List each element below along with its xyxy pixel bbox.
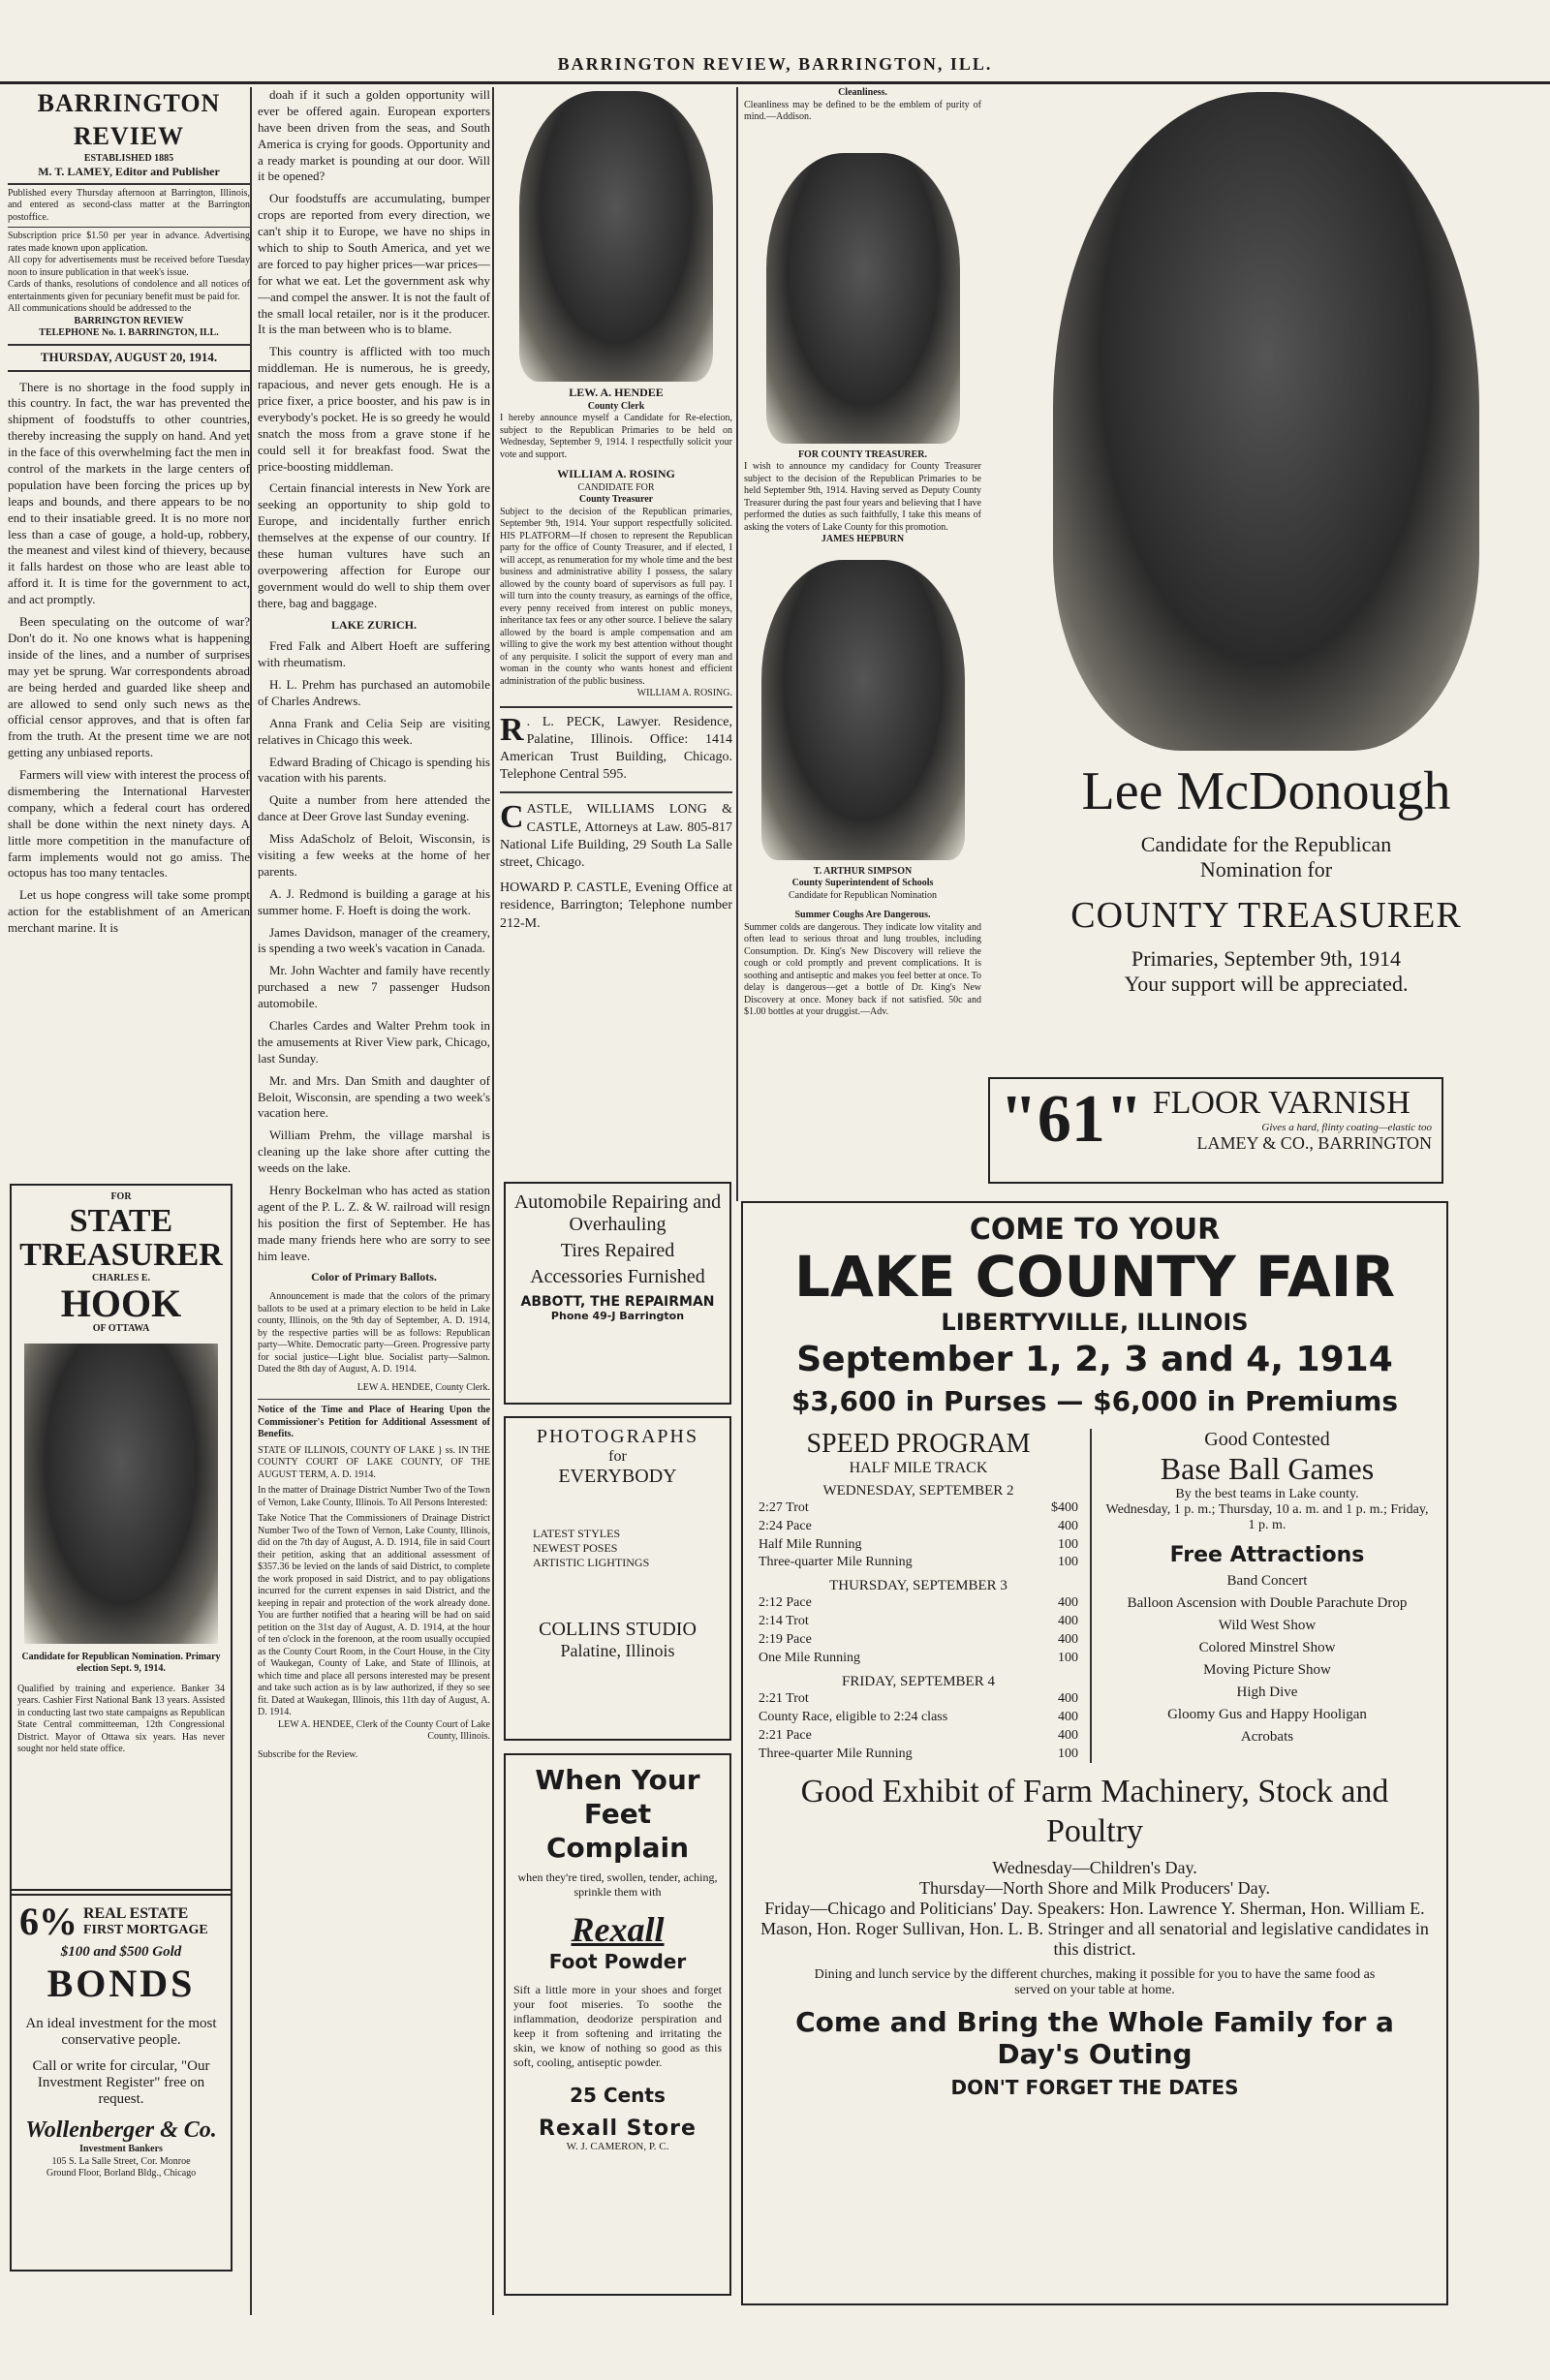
castle-text: ASTLE, WILLIAMS LONG & CASTLE, Attorneys at Law. 805-817 National Life Building, 29 South La Salle street, Chicago.	[500, 802, 732, 870]
bonds-call: Call or write for circular, "Our Investment Register" free on request.	[32, 2058, 210, 2107]
hepburn-caption: FOR COUNTY TREASURER.	[797, 448, 928, 460]
rexall-title: When Your Feet Complain	[535, 1764, 700, 1864]
fair-race-purse: 100	[1058, 1651, 1078, 1666]
rexall-foot-powder-ad	[504, 1753, 731, 2296]
masthead-subscription: Subscription price $1.50 per year in advance. Advertising rates made known upon application.	[8, 231, 250, 254]
fair-baseball: Base Ball Games	[1160, 1450, 1375, 1486]
masthead-telephone: TELEPHONE No. 1. BARRINGTON, ILL.	[39, 327, 219, 339]
fair-race-row	[759, 1594, 1078, 1613]
fair-race-row	[759, 1631, 1078, 1650]
fair-exhibit: Good Exhibit of Farm Machinery, Stock and Poultry	[800, 1774, 1389, 1850]
cleanliness-heading: Cleanliness.	[838, 87, 887, 98]
abbott-repair-ad	[504, 1182, 731, 1405]
rexall-price: 25 Cents	[570, 2084, 666, 2107]
fair-race-name: 2:21 Trot	[759, 1690, 809, 1706]
drainage-heading: Notice of the Time and Place of Hearing Upon the Commissioner's Petition for Additional Assessment of Benefits.	[258, 1405, 490, 1440]
editorial-paragraph: Certain financial interests in New York are seeking an opportunity to ship gold to Europe, and incidentally further enrich themselves at the expense of our country. If these human vultures have such an overpowering affection for Europe our government would do well to ship them over there, bag and baggage.	[258, 480, 490, 610]
hepburn-name: JAMES HEPBURN	[821, 534, 905, 544]
fair-race-purse: 400	[1058, 1709, 1078, 1724]
fair-attraction-item: Band Concert	[1226, 1572, 1308, 1589]
fair-attraction-item: Colored Minstrel Show	[1198, 1639, 1336, 1655]
column-rule	[492, 87, 494, 2315]
fair-race-name: 2:14 Trot	[759, 1614, 809, 1629]
mcdonough-primaries: Primaries, September 9th, 1914	[1131, 946, 1401, 971]
rule	[258, 1399, 490, 1400]
fair-baseball-days: Wednesday, 1 p. m.; Thursday, 10 a. m. and 1 p. m.; Friday, 1 p. m.	[1105, 1501, 1429, 1532]
lake-zurich-items	[258, 638, 490, 1264]
hendee-text: I hereby announce myself a Candidate for Re-election, subject to the Republican Primaries to be held on Wednesday, September 9, 1914. I respectfully solicit your vote and support.	[500, 413, 732, 460]
fair-track: HALF MILE TRACK	[849, 1459, 988, 1476]
photo-everybody: EVERYBODY	[558, 1466, 677, 1487]
fair-race-purse: 100	[1058, 1536, 1078, 1552]
fair-race-purse: 400	[1058, 1690, 1078, 1706]
mcdonough-portrait	[1053, 92, 1479, 751]
bonds-rate: 6%	[19, 1900, 78, 1943]
bonds-line2: FIRST MORTGAGE	[83, 1922, 208, 1937]
lake-zurich-item: Charles Cardes and Walter Prehm took in the amusements at River View park, Chicago, last Sunday.	[258, 1018, 490, 1066]
fair-attraction-item: Acrobats	[1240, 1728, 1294, 1745]
ballots-heading: Color of Primary Ballots.	[311, 1270, 437, 1284]
running-head: BARRINGTON REVIEW, BARRINGTON, ILL.	[557, 54, 993, 74]
editorial-paragraph: doah if it such a golden opportunity will ever be offered again. European exporters have been driven from the seas, and South America is crying for goods. Opportunity and a ready market is pounding at our door. Will it be opened?	[258, 87, 490, 184]
column-rule	[250, 87, 252, 2315]
masthead-editor: M. T. LAMEY, Editor and Publisher	[38, 165, 220, 179]
fair-dates: September 1, 2, 3 and 4, 1914	[796, 1339, 1393, 1379]
fair-thu: Thursday—North Shore and Milk Producers' Day.	[918, 1878, 1270, 1899]
abbott-name: ABBOTT, THE REPAIRMAN	[520, 1294, 715, 1310]
mcdonough-name: Lee McDonough	[1081, 761, 1451, 821]
bonds-address2: Ground Floor, Borland Bldg., Chicago	[46, 2168, 197, 2179]
fair-city: LIBERTYVILLE, ILLINOIS	[941, 1308, 1249, 1336]
fair-forget: DON'T FORGET THE DATES	[950, 2076, 1239, 2100]
lake-zurich-item: William Prehm, the village marshal is cleaning up the lake shore after cutting the weeds on the lake.	[258, 1128, 490, 1176]
fair-race-name: 2:19 Pace	[759, 1632, 812, 1648]
fair-race-name: One Mile Running	[759, 1651, 860, 1666]
fair-day-heading: WEDNESDAY, SEPTEMBER 2	[822, 1482, 1014, 1499]
mcdonough-ad	[990, 92, 1542, 1061]
rosing-candidate: CANDIDATE FOR	[577, 481, 655, 493]
column-rule	[736, 87, 738, 1201]
column-3	[500, 87, 732, 1201]
hendee-name: LEW. A. HENDEE	[569, 386, 664, 399]
hook-of: OF OTTAWA	[92, 1323, 150, 1335]
lake-zurich-item: Anna Frank and Celia Seip are visiting relatives in Chicago this week.	[258, 715, 490, 747]
lake-zurich-item: Henry Bockelman who has acted as station agent of the P. L. Z. & W. railroad will resign his position the first of September. He has made many friends here who are sorry to see him leave.	[258, 1183, 490, 1263]
lake-zurich-item: Mr. John Wachter and family have recently purchased a new 7 passenger Hudson automobile.	[258, 963, 490, 1011]
masthead-title: BARRINGTON REVIEW	[37, 89, 221, 150]
fair-dining: Dining and lunch service by the different churches, making it possible for you to have the same food as served on your table at home.	[814, 1967, 1376, 1998]
simpson-sub: Candidate for Republican Nomination	[788, 889, 938, 901]
hook-qualifications: Qualified by training and experience. Banker 34 years. Cashier First National Bank 13 years. Assisted in conducting last two state campaigns as Republican State Central committeeman, 12th Congressional District. Mayor of Ottawa six years. Has never sought nor held state office.	[17, 1683, 225, 1755]
fair-baseball-sub: By the best teams in Lake county.	[1175, 1486, 1359, 1501]
fair-race-row	[759, 1650, 1078, 1668]
mcdonough-line2: Nomination for	[1199, 857, 1333, 881]
peck-text: . L. PECK, Lawyer. Residence, Palatine, Illinois. Office: 1414 American Trust Building, Chicago. Telephone Central 595.	[500, 714, 732, 783]
fair-race-row	[759, 1499, 1078, 1518]
rexall-intro: when they're tired, swollen, tender, aching, sprinkle them with	[517, 1870, 718, 1899]
rexall-store: Rexall Store	[539, 2117, 697, 2141]
subscribe-note: Subscribe for the Review.	[258, 1748, 358, 1760]
rule	[8, 227, 250, 228]
fair-day-heading: THURSDAY, SEPTEMBER 3	[829, 1578, 1008, 1594]
masthead-date: THURSDAY, AUGUST 20, 1914.	[40, 349, 218, 364]
fair-race-row	[759, 1554, 1078, 1572]
masthead-publication-info: Published every Thursday afternoon at Barrington, Illinois, and entered as second-class matter at the Barrington postoffice.	[8, 187, 250, 223]
fair-race-purse: 100	[1058, 1746, 1078, 1761]
rosing-text: Subject to the decision of the Republican primaries, September 9th, 1914. Your support respectfully solicited. HIS PLATFORM—If chosen to represent the Republican party for the office of County Treasurer, and if elected, I will accept, as renumeration for my whole time and the best business and administrative ability I possess, the salary allowed by the county board of supervisors as full pay. I will turn into the county treasury, as earnings of the office, every penny received from interest on public moneys, inheritance tax fees or any other source. I believe the salary allowed by the board is ample compensation and am willing to give the work my best attention without thought of any perquisite. I solicit the support of every man and woman in the county who wants honest and efficient administration of the public business.	[500, 506, 732, 687]
fair-race-name: 2:27 Trot	[759, 1499, 809, 1515]
hook-portrait	[24, 1344, 218, 1644]
fair-attraction-item: Balloon Ascension with Double Parachute Drop	[1127, 1594, 1408, 1611]
fair-days	[759, 1483, 1078, 1764]
drainage-body: Take Notice That the Commissioners of Drainage District Number Two of the Town of Vernon, Lake County, Illinois, did on the 7th day of August, A. D. 1914, file in said Court their petition, asking that an additional assessment of $357.36 be levied on the lands of said District, to complete the work proposed in said District, and to pay obligations incurred for the current expenses in said District, and the keeping in repair and protection of the work already done. You are further notified that a hearing will be had on said petition on the 31st day of August, A. D. 1914, at the hour of ten o'clock in the forenoon, at the room usually occupied as the County Court Room, in the Court House, in the City of Waukegan, County of Lake, and State of Illinois, at which time and place all persons interested may be present and take such action as is by law authorized, if they so see fit. Dated at Waukegan, Illinois, this 11th day of August, A. D. 1914.	[258, 1513, 490, 1718]
fair-race-purse: 100	[1058, 1555, 1078, 1570]
rule	[500, 706, 732, 708]
fair-race-row	[759, 1709, 1078, 1727]
fair-race-name: 2:21 Pace	[759, 1727, 812, 1743]
mcdonough-appeal: Your support will be appreciated.	[1124, 972, 1409, 996]
bonds-address1: 105 S. La Salle Street, Cor. Monroe	[51, 2155, 191, 2167]
fair-race-purse: 400	[1058, 1595, 1078, 1611]
lake-zurich-item: Edward Brading of Chicago is spending his vacation with his parents.	[258, 754, 490, 786]
column-2	[258, 87, 490, 2315]
ballots-text: Announcement is made that the colors of the primary ballots to be used at a primary election to be held in Lake county, Illinois, on the 9th day of September, A. D. 1914, by the respective parties will be as follows: Republican party—White. Democratic party—Green. Progressive party for social justice—Light blue. Socialist party—Salmon. Dated the 8th day of August, A. D. 1914.	[258, 1291, 490, 1375]
fair-race-name: County Race, eligible to 2:24 class	[759, 1709, 948, 1724]
hook-name: HOOK	[60, 1282, 182, 1326]
photo-list-item: NEWEST POSES	[533, 1541, 618, 1555]
fair-purses: $3,600 in Purses — $6,000 in Premiums	[790, 1384, 1399, 1417]
rosing-office: County Treasurer	[578, 494, 654, 506]
photo-for: for	[608, 1448, 627, 1465]
editorial-paragraph: This country is afflicted with too much middleman. He is numerous, he is greedy, rapacious, and never gets enough. He is a price fixer, a price booster, and his paw is in everybody's pocket. He is so greedy he would snatch the moss from a grave stone if he could sell it for breakfast food. Swat the price-boosting middleman.	[258, 344, 490, 474]
rosing-signature: WILLIAM A. ROSING.	[636, 688, 732, 699]
drainage-signature: LEW A. HENDEE, Clerk of the County Court of Lake County, Illinois.	[278, 1718, 490, 1743]
fair-race-row	[759, 1536, 1078, 1555]
drainage-matter: In the matter of Drainage District Number Two of the Town of Vernon, Lake County, Illinois. To All Persons Interested:	[258, 1485, 490, 1508]
lake-zurich-item: Mr. and Mrs. Dan Smith and daughter of Beloit, Wisconsin, are spending a two week's vacation here.	[258, 1072, 490, 1121]
rexall-product: Foot Powder	[548, 1950, 687, 1973]
editorial-paragraph: Let us hope congress will take some prompt action for the establishment of an American merchant marine. It is	[8, 887, 250, 936]
castle-text2: HOWARD P. CASTLE, Evening Office at residence, Barrington; Telephone number 212-M.	[500, 881, 732, 931]
abbott-line2: Tires Repaired	[560, 1240, 675, 1261]
fair-race-purse: $400	[1051, 1499, 1078, 1515]
rule	[500, 791, 732, 793]
fair-race-row	[759, 1613, 1078, 1631]
photo-title: PHOTOGRAPHS	[536, 1426, 699, 1447]
rosing-name: WILLIAM A. ROSING	[557, 467, 675, 481]
editorial-paragraph: Our foodstuffs are accumulating, bumper crops are reported from every direction, we can't ship it to Europe, we have no ships in which to ship to South America, and yet we are forced to pay higher prices—war prices—for what we eat. Let the government ask why—and compel the answer. It is not the fault of the small local retailer, nor is it the producer. It is the man between who is to blame.	[258, 191, 490, 337]
masthead-established: ESTABLISHED 1885	[83, 152, 174, 164]
hepburn-portrait	[766, 153, 960, 444]
coughs-text: Summer colds are dangerous. They indicate low vitality and often lead to serious throat and lung troubles, including Consumption. Dr. King's New Discovery will relieve the cough or cold promptly and prevent complications. It is soothing and antiseptic and makes you feel better at once. To delay is dangerous—get a bottle of Dr. King's New Discovery at once. Money back if not satisfied. 50c and $1.00 bottles at your druggist.—Adv.	[744, 921, 981, 1017]
hook-for: FOR	[110, 1191, 132, 1202]
fair-free-heading: Free Attractions	[1169, 1542, 1365, 1567]
varnish-dealer: LAMEY & CO., BARRINGTON	[1196, 1133, 1432, 1153]
castle-card	[500, 801, 732, 872]
fair-race-name: Half Mile Running	[759, 1536, 862, 1552]
masthead-address-name: BARRINGTON REVIEW	[74, 315, 184, 326]
fair-race-row	[759, 1518, 1078, 1536]
abbott-line1: Automobile Repairing and Overhauling	[513, 1191, 722, 1235]
bonds-firm-sub: Investment Bankers	[79, 2144, 163, 2154]
lake-zurich-item: Miss AdaScholz of Beloit, Wisconsin, is visiting a few weeks at the home of her parents.	[258, 831, 490, 879]
column-4	[744, 87, 981, 1201]
rexall-owner: W. J. CAMERON, P. C.	[566, 2141, 669, 2152]
rule	[8, 183, 250, 185]
fair-race-name: Three-quarter Mile Running	[759, 1746, 913, 1761]
simpson-title: County Superintendent of Schools	[791, 878, 934, 888]
coughs-heading: Summer Coughs Are Dangerous.	[794, 910, 931, 920]
fair-race-purse: 400	[1058, 1727, 1078, 1743]
header-rule	[0, 81, 1550, 84]
bonds-pitch: An ideal investment for the most conservative people.	[25, 2016, 217, 2048]
fair-race-row	[759, 1746, 1078, 1764]
fair-day-heading: FRIDAY, SEPTEMBER 4	[842, 1673, 995, 1689]
fair-attractions-col	[1103, 1429, 1431, 1764]
hook-caption: Candidate for Republican Nomination. Primary election Sept. 9, 1914.	[21, 1651, 221, 1675]
fair-race-purse: 400	[1058, 1614, 1078, 1629]
mcdonough-line1: Candidate for the Republican	[1140, 832, 1392, 856]
bonds-line3: $100 and $500 Gold	[60, 1944, 182, 1960]
lake-zurich-item: Fred Falk and Albert Hoeft are suffering with rheumatism.	[258, 638, 490, 670]
lake-zurich-item: James Davidson, manager of the creamery, is spending a two week's vacation in Canada.	[258, 924, 490, 956]
photo-city: Palatine, Illinois	[560, 1641, 675, 1660]
hendee-title: County Clerk	[587, 400, 645, 412]
fair-race-name: 2:24 Pace	[759, 1518, 812, 1533]
photo-list-item: LATEST STYLES	[533, 1527, 621, 1540]
masthead-cards-notice: Cards of thanks, resolutions of condolence and all notices of entertainments given for pecuniary benefit must be paid for.	[8, 279, 250, 302]
fair-fri: Friday—Chicago and Politicians' Day. Speakers: Hon. Lawrence Y. Sherman, Hon. William E. Mason, Hon. Roger Sullivan, Hon. L. B. Stringer and all senatorial and legislative candidates in this district.	[760, 1899, 1429, 1960]
bonds-firm: Wollenberger & Co.	[25, 2117, 217, 2143]
fair-attraction-item: High Dive	[1236, 1684, 1298, 1700]
bonds-title: BONDS	[46, 1962, 196, 2005]
fair-family: Come and Bring the Whole Family for a Day's Outing	[795, 2006, 1394, 2071]
photo-studio: COLLINS STUDIO	[539, 1619, 697, 1640]
lake-zurich-heading: LAKE ZURICH.	[330, 617, 417, 632]
editorial-paragraph: Farmers will view with interest the process of dismembering the International Harvester company, which a federal court has ordered shall be done within the next ninety days. A little more competition in the manufacture of farm implements would not go amiss. The octopus has too many tentacles.	[8, 767, 250, 881]
fair-wed: Wednesday—Children's Day.	[992, 1858, 1197, 1878]
fair-attraction-item: Wild West Show	[1218, 1617, 1317, 1633]
hook-name-small: CHARLES E.	[91, 1272, 150, 1283]
varnish-product: FLOOR VARNISH	[1152, 1085, 1410, 1121]
peck-initial: R	[500, 711, 524, 748]
bonds-line1: REAL ESTATE	[83, 1904, 189, 1922]
lake-zurich-item: A. J. Redmond is building a garage at his summer home. F. Hoeft is doing the work.	[258, 885, 490, 917]
rexall-brand: Rexall	[571, 1910, 665, 1949]
fair-attraction-item: Gloomy Gus and Happy Hooligan	[1167, 1706, 1367, 1722]
photo-list-item: ARTISTIC LIGHTINGS	[533, 1556, 650, 1569]
simpson-portrait	[761, 560, 965, 860]
hendee-portrait	[519, 91, 713, 382]
fair-come: COME TO YOUR	[969, 1213, 1221, 1247]
abbott-phone: Phone 49-J Barrington	[550, 1310, 685, 1322]
lake-county-fair-ad	[741, 1201, 1448, 2305]
ballots-signature: LEW A. HENDEE, County Clerk.	[356, 1381, 490, 1393]
fair-speed-heading: SPEED PROGRAM	[806, 1428, 1031, 1459]
fair-title: LAKE COUNTY FAIR	[794, 1244, 1395, 1310]
varnish-number: "61"	[1000, 1081, 1143, 1157]
fair-attractions-list	[1103, 1573, 1431, 1746]
rexall-body: Sift a little more in your shoes and forget your foot miseries. To soothe the inflammation, deodorize perspiration and keep it from softening and irritating the skin, we know of nothing so good as this soft, cooling, antiseptic powder.	[513, 1983, 722, 2069]
abbott-line3: Accessories Furnished	[530, 1266, 705, 1287]
column-1	[8, 87, 250, 1177]
castle-initial: C	[500, 799, 524, 836]
rule	[8, 344, 250, 346]
fair-race-row	[759, 1690, 1078, 1709]
cleanliness-text: Cleanliness may be defined to be the emblem of purity of mind.—Addison.	[744, 99, 981, 122]
fair-race-row	[759, 1727, 1078, 1746]
fair-attraction-item: Moving Picture Show	[1203, 1661, 1331, 1678]
hepburn-text: I wish to announce my candidacy for County Treasurer subject to the decision of the Republican Primaries to be held September 9th, 1914. Having served as Deputy County Treasurer during the past four years and believing that I have performed the duties as such faithfully, I take this means of asking the voters of Lake County for this promotion.	[744, 461, 981, 533]
fair-baseball-pre: Good Contested	[1204, 1428, 1330, 1450]
lake-zurich-item: H. L. Prehm has purchased an automobile of Charles Andrews.	[258, 676, 490, 708]
hook-state-treasurer-ad	[10, 1184, 232, 1896]
photographs-ad	[504, 1416, 731, 1741]
rule	[8, 370, 250, 372]
hook-office: STATE TREASURER	[19, 1202, 223, 1274]
fair-race-purse: 400	[1058, 1632, 1078, 1648]
fair-race-name: 2:12 Pace	[759, 1595, 812, 1611]
masthead-address-notice: All communications should be addressed to the	[8, 303, 192, 315]
drainage-venue: STATE OF ILLINOIS, COUNTY OF LAKE } ss. IN THE COUNTY COURT OF LAKE COUNTY, OF THE AUGUST TERM, A. D. 1914.	[258, 1444, 490, 1480]
fair-speed-program	[759, 1429, 1092, 1764]
editorial-paragraph: There is no shortage in the food supply in this country. In fact, the war has prevented the shipment of foodstuffs to other countries, thereby increasing the supply on hand. And yet in the face of this overwhelming fact the men in control of the markets in the large centers of population have been forcing the prices up by leaps and bounds, and there appears to be no end to their insatiable greed. It is no more nor less than a case of gouge, a hold-up, robbery, the meanest and vilest kind of thievery, because it falls hardest on those who are least able to afford it. It is time for the government to act, and act promptly.	[8, 379, 250, 607]
masthead-copy-notice: All copy for advertisements must be received before Tuesday noon to insure publication in that week's issue.	[8, 255, 250, 278]
varnish-tagline: Gives a hard, flinty coating—elastic too	[1261, 1122, 1432, 1133]
simpson-name: T. ARTHUR SIMPSON	[813, 865, 913, 877]
lake-zurich-item: Quite a number from here attended the dance at Deer Grove last Sunday evening.	[258, 792, 490, 824]
fair-race-purse: 400	[1058, 1518, 1078, 1533]
editorial-paragraph: Been speculating on the outcome of war? Don't do it. No one knows what is happening inside of the lines, and a number of surprises may yet be sprung. War correspondents abroad are being herded and guarded like sheep and are allowed to send only such news as the official censor approves, and that is often far from the truth. At the present time we are not getting any unbiased reports.	[8, 614, 250, 760]
peck-card	[500, 711, 732, 785]
floor-varnish-ad	[988, 1077, 1443, 1184]
mcdonough-office: COUNTY TREASURER	[1070, 895, 1462, 936]
bonds-ad	[10, 1889, 232, 2272]
fair-race-name: Three-quarter Mile Running	[759, 1555, 913, 1570]
